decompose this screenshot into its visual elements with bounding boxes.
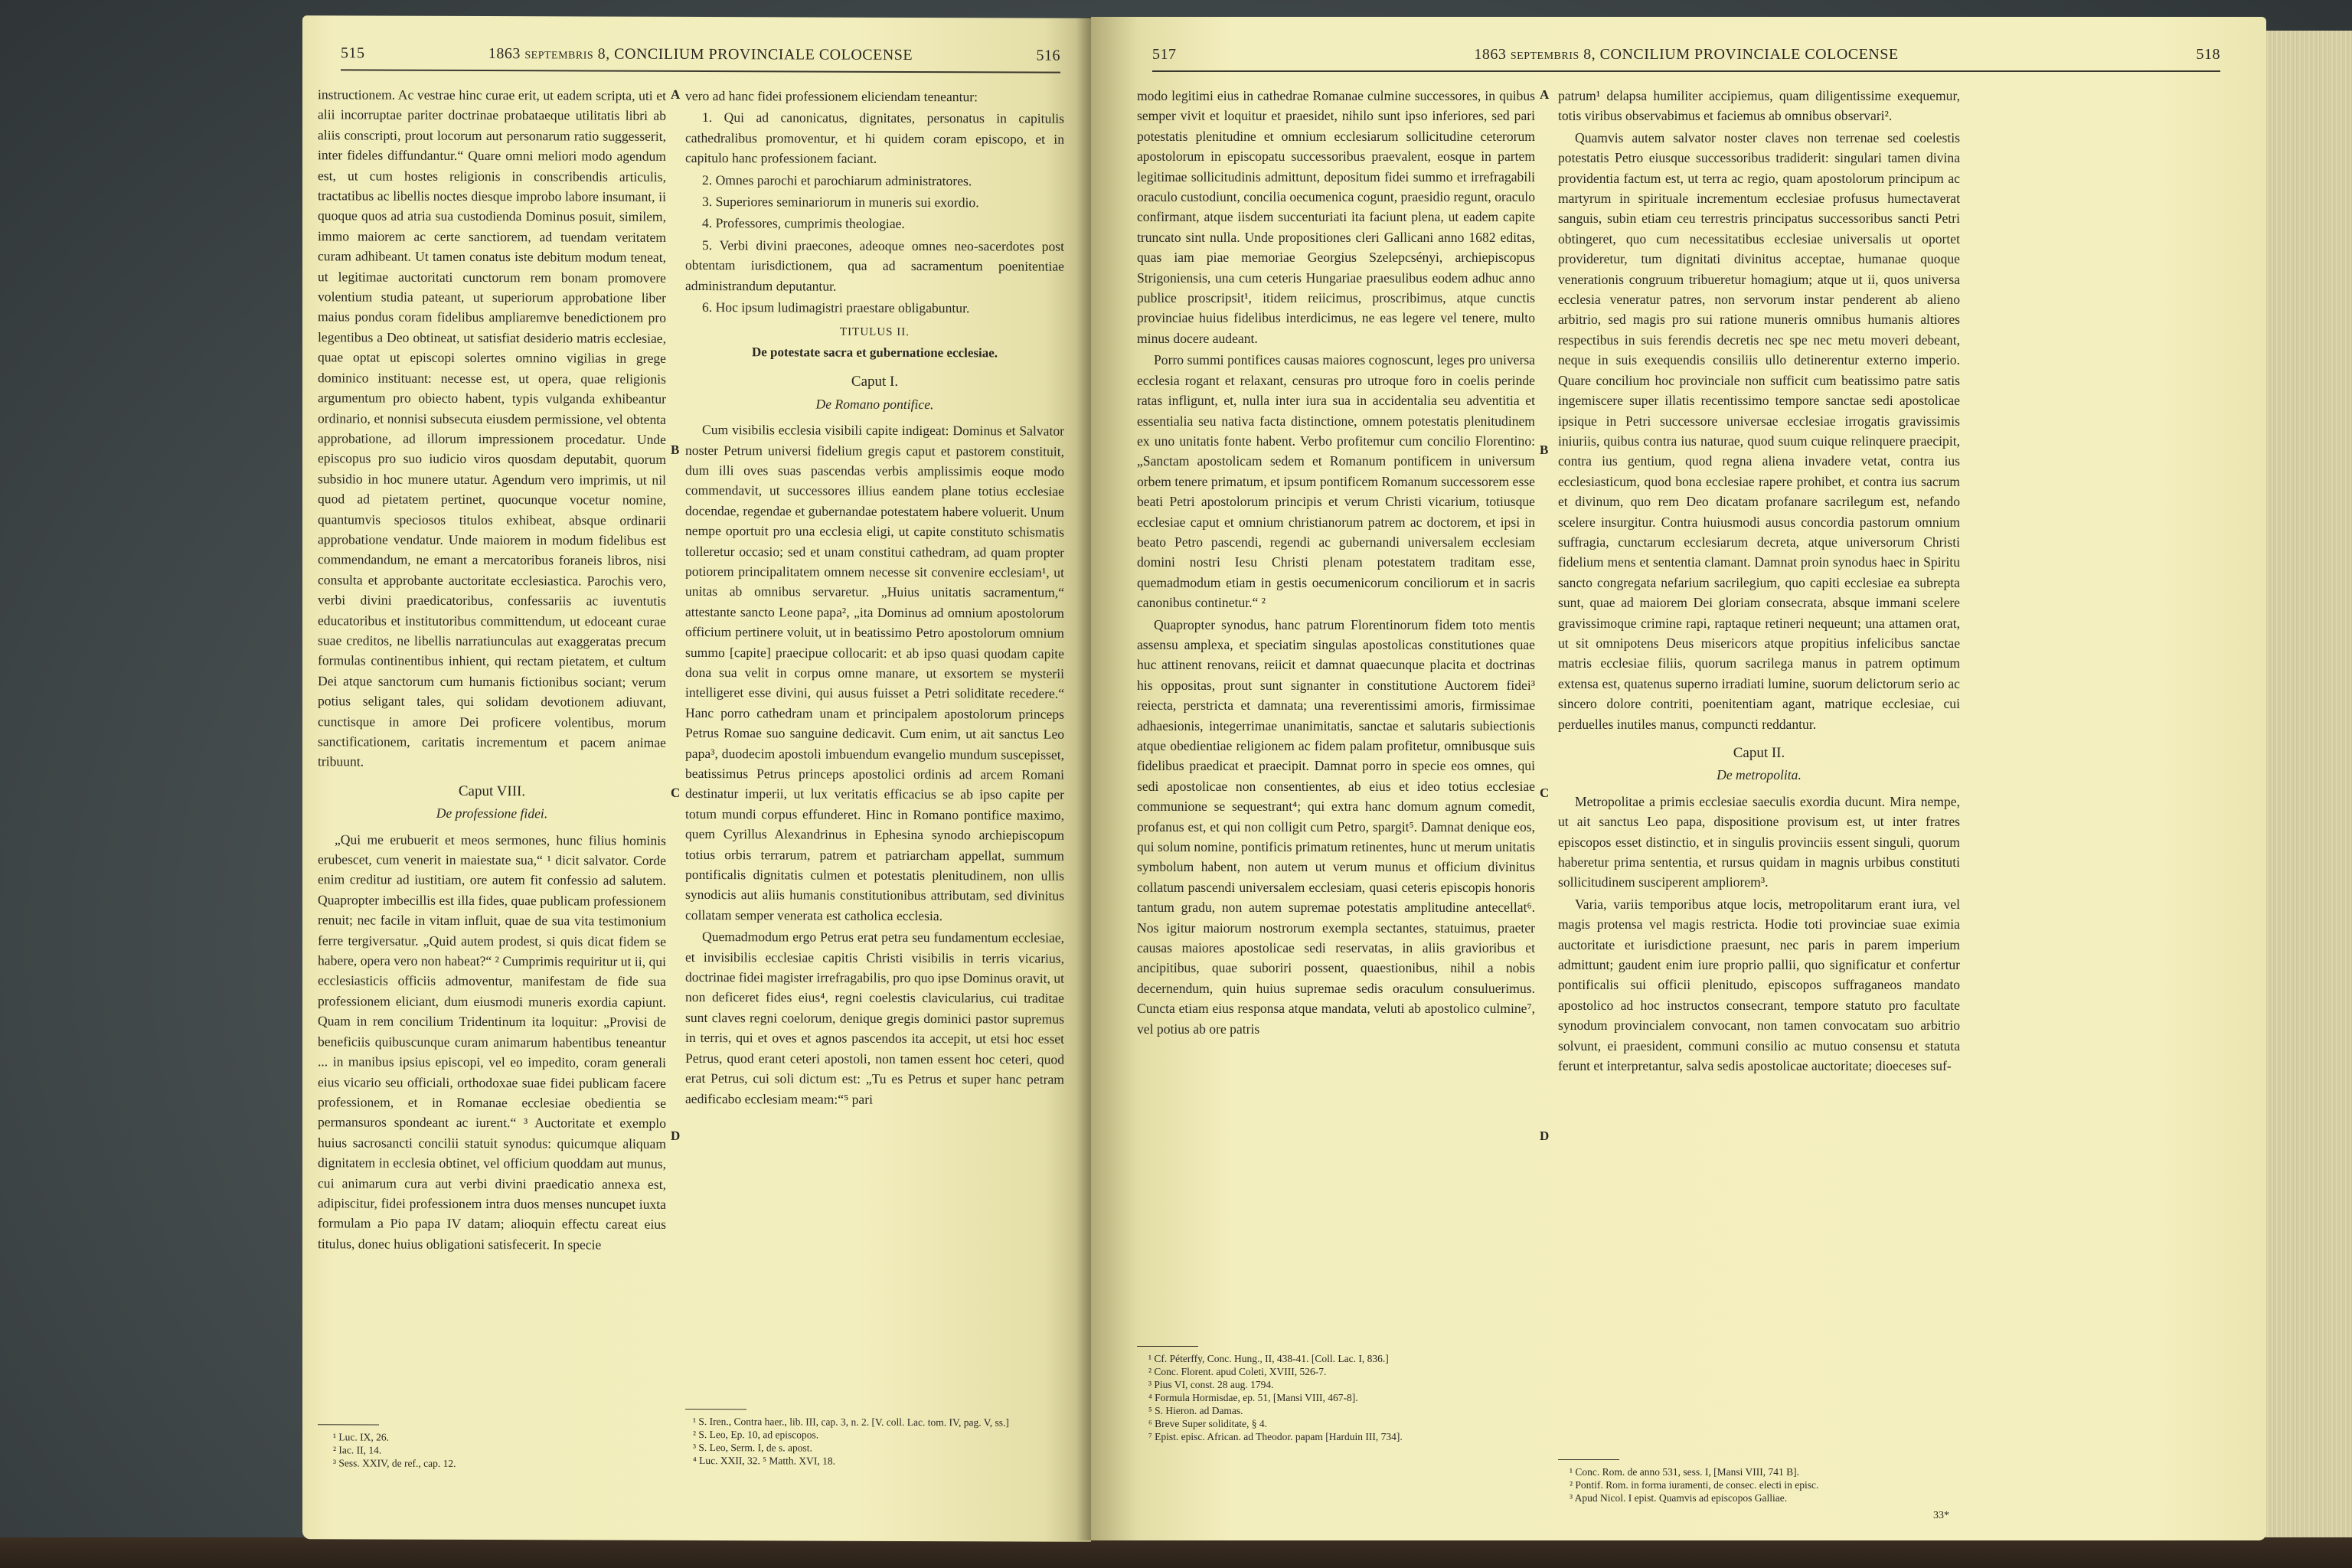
paragraph: Porro summi pontifices causas maiores cognoscunt, leges pro universa ecclesia rogant et relaxant, censuras pro utroque foro in coelis perinde ratas infligunt, et, nulla inter iura sua in accidentalia seu adventitia et essentialia seu nativa facta distinctione, omnem potestatis plenitudinem ex uno unitatis fonte habent. Verbo profitemur cum concilio Florentino: „Sanctam apostolicam sedem et Romanum pontificem in universum orbem tenere primatum, et ipsum pontificem Romanum successorem esse beati Petri apostolorum principis et verum Christi vicarium, totiusque ecclesiae caput et omnium christianorum patrem ac doctorem, et ipsi in beato Petro pascendi, regendi ac gubernandi universalem ecclesiam domini nostri Iesu Christi plenam potestatem traditam esse, quemadmodum etiam in gestis oecumenicorum conciliorum et in sacris canonibus continetur.“ ² [1137,352,1535,611]
page-number: 517 [1152,46,1177,63]
running-head: 1863 septembris 8, CONCILIUM PROVINCIALE COLOCENSE [1474,46,1899,63]
footnote: ² Conc. Florent. apud Coleti, XVIII, 526-7. [1148,1366,1327,1377]
footnotes [333,1430,662,1471]
footnote-rule [685,1409,746,1410]
paragraph: Quemadmodum ergo Petrus erat petra seu fundamentum ecclesiae, et invisibilis ecclesiae capitis Christi visibilis in terris vicarius, doctrinae fidei magister irrefragabilis, pro quo ipse Dominus oravit, ut non deficeret fides eius⁴, regni coelestis clavicularius, cui traditae sunt claves regni coelorum, denique gregis dominici pastor supremus in terris, qui et oves et agnos pascendos ita accepit, ut etsi hoc esset Petrus, quod erant ceteri apostoli, non tamen essent hoc ceteri, quod erat Petrus, cui soli dictum est: „Tu es Petrus et super hanc petram aedificabo ecclesiam meam:“⁵ pari [685,929,1064,1107]
right-page [1091,17,2266,1540]
chapter-heading: Caput I. [851,373,899,390]
page-block-edge [2258,31,2352,1547]
footnote-rule [1137,1346,1198,1347]
chapter-heading: Caput II. [1733,745,1785,761]
margin-letter: D [671,1128,681,1143]
paragraph: Cum visibilis ecclesia visibili capite indigeat: Dominus et Salvator noster Petrum universi fidelium gregis caput et pastorem constituit, dum illi oves suas pascendas verbis amplissimis eoque modo commendavit, ut successores illius eandem plane totius ecclesiae docendae, regendae et gubernandae potestatem habere voluerit. Unum nempe oportuit pro una ecclesia eligi, ut capite constituto schismatis tolleretur occasio; sed et unam constitui cathedram, ad quam propter potiorem principalitatem omnem necesse sit convenire ecclesiam¹, ut unitas ab omnibus servaretur. „Huius unitatis sacramentum,“ attestante sancto Leone papa², „ita Dominus ad omnium apostolorum officium pertinere voluit, ut in beatissimo Petro apostolorum omnium summo [capite] praecipue collocarit: et ab ipso quasi quodam capite dona sua velit in corpus omne manare, ut exsortem se mysterii intelligeret esse divini, qui ausus fuisset a Petri soliditate recedere.“ Hanc porro cathedram unam et principalem apostolorum princeps Petrus Romae suo sanguine dedicavit. Cum enim, ut ait sanctus Leo papa³, duodecim apostoli imbuendum evangelio mundum suscepisset, beatissimus Petrus princeps apostolici ordinis ad arcem Romani destinatur imperii, ut lux veritatis efficacius se ab ipso capite per totum mundi corpus effunderet. Hinc in Romano pontifice maximo, quem Cyrillus Alexandrinus in Ephesina synodo archiepiscopum totius orbis terrarum, patrem et patriarcham appellat, summum pontificalis dignitatis culmen et potestatis plenitudinem, non ullis synodicis aut aliis humanis constitutionibus attributam, sed divinitus collatam semper venerata est catholica ecclesia. [685,422,1064,923]
footnote: ³ Apud Nicol. I epist. Quamvis ad episcopos Galliae. [1570,1492,1788,1504]
paragraph: instructionem. Ac vestrae hinc curae erit, ut eadem scripta, uti et alii incorruptae pariter doctrinae probataeque utilitatis libri ab aliis conscripti, prout locorum aut personarum ratio suggesserit, inter fideles diffundantur.“ Quare omni meliori modo agendum est, ut cum hostes religionis in conscribendis articulis, tractatibus ac libellis noctes diesque improbo labore insumant, ii quoque quos ad atria sua custodienda Dominus posuit, similem, immo maiorem ac certe sanctiorem, ad tuendam veritatem curam adhibeant. Ut tamen conatus iste debitum modum teneat, ut legitimae auctoritati cunctorum rem bonam promovere volentium studia pateant, ut superiorum approbatione liber maius pondus coram fidelibus ampliaremve benedictionem pro legentibus a Deo obtineat, ut satisfiat desiderio matris ecclesiae, quae optat ut episcopi solertes omnino vigilias in grege dominico instituant: necesse est, ut opera, quae religionis argumentum pro obiecto habent, typis vulganda exhibeantur ordinario, et nonnisi subsecuta eiusdem permissione, vel obtenta approbatione, ad illorum impressionem procedatur. Unde episcopus pro suo iudicio viros quosdam deputabit, quorum subsidio in hoc munere utatur. Agendum vero imprimis, ut nil quod ad pietatem pertinet, quocunque vocetur nomine, quantumvis speciosos titulos exhibeat, absque ordinarii approbatione vendatur. Unde maiorem in modum fidelibus est commendandum, ne emant a mercatoribus foraneis libros, nisi consulta et approbante auctoritate ecclesiastica. Parochis vero, verbi divini praedicatoribus, confessariis ac iuventutis educatoribus et institutoribus committendum, ut edoceant curae suae creditos, ne libellis narratiunculas aut exaggeratas precum formulas continentibus inhient, qui rectam pietatem, et cultum Dei atque sanctorum cum humanis fictionibus sociant; verum potius seligant tales, qui solidam devotionem adiuvant, cunctisque in amore Dei proficere volentibus, morum sanctificationem, caritatis incrementum et pacem animae tribuunt. [318,87,666,769]
paragraph: 3. Superiores seminariorum in muneris sui exordio. [702,194,979,211]
paragraph: 2. Omnes parochi et parochiarum administratores. [702,172,972,188]
footnote: ³ Pius VI, const. 28 aug. 1794. [1148,1379,1274,1390]
paragraph: Varia, variis temporibus atque locis, metropolitarum erant iura, vel magis protensa vel magis restricta. Hodie toti provinciae suae eximia auctoritate et iurisdictione praesunt, nec paris in parem imperium admittunt; gaudent enim iure proprio pallii, quo significatur et confertur pontificalis sui officii plenitudo, episcopos suffraganeos mandato apostolico ad hoc instructos consecrant, tempore statuto pro facultate synodum provincialem convocant, non tamen convocatam suo arbitrio solvunt, ei praesident, communi consilio ac mutuo consensu et statuta ferunt et interpretantur, salva sedis apostolicae auctoritate; dioeceses suf- [1558,896,1960,1074]
right-page-column-2 [1558,86,1960,1078]
left-page [302,15,1091,1542]
page-number: 516 [1036,47,1060,64]
footnote: ² Iac. II, 14. [333,1444,382,1456]
margin-letter: B [671,442,680,457]
titulus-subheading: De potestate sacra et gubernatione ecclesiae. [751,345,998,361]
footnote: ³ S. Leo, Serm. I, de s. apost. [693,1441,812,1454]
footnote: ¹ Conc. Rom. de anno 531, sess. I, [Mansi VIII, 741 B]. [1570,1466,1800,1478]
paragraph: 6. Hoc ipsum ludimagistri praestare obligabuntur. [702,299,970,316]
footnote: ⁷ Epist. episc. African. ad Theodor. papam [Harduin III, 734]. [1148,1431,1403,1442]
paragraph: Quapropter synodus, hanc patrum Florentinorum fidem toto mentis assensu amplexa, et speciatim singulas apostolicas constitutiones quae huc attinent renovans, reiicit et damnat quaecunque placita et doctrinas his oppositas, prout sunt signanter in constitutione Auctorem fidei³ reiecta, perstricta et damnata; una reverentissimi amoris, firmissimae adhaesionis, integerrimae unanimitatis, sanctae et salutaris subiectionis atque obedientiae religionem ac fidem palam profitetur, omnibusque suis fidelibus praedicat et praecipit. Damnat porro in specie eos omnes, qui sedi apostolicae non consentientes, ab eius et ideo totius ecclesiae communione se sequestrant⁴; qui extra hanc domum agnum comedit, profanus est, et qui non colligit cum Petro, spargit⁵. Damnat denique eos, qui solum nomine, pontificis primatum retinentes, hunc ut merum unitatis symbolum habent, non autem ut verum munus et officium divinitus collatum pascendi universalem ecclesiam, quasi ceteris episcopis honoris tantum gradu, non autem supremae potestatis amplitudine antecellat⁶. Nos igitur maiorum nostrorum exempla sectantes, statuimus, praeter causas maiores apostolicae sedi reservatas, in aliis gravioribus et ancipitibus, quae suboriri possent, quaestionibus, nihil a nobis decernendum, quin huius supremae sedis oraculum consuluerimus. Cuncta etiam eius responsa atque mandata, veluti ab apostolico culmine⁷, vel potius ab ore patris [1137,616,1535,1037]
footnote-rule [318,1424,379,1425]
chapter-subheading: De metropolita. [1717,767,1802,783]
margin-letter: D [1540,1129,1550,1143]
page-number: 518 [2196,46,2220,63]
left-page-column-2 [685,86,1064,1112]
footnotes [1570,1465,1956,1504]
margin-letter: A [1540,87,1550,102]
margin-letter: C [1540,786,1550,800]
footnote: ⁴ Luc. XXII, 32. ⁵ Matth. XVI, 18. [693,1454,836,1467]
footnote: ¹ Cf. Péterffy, Conc. Hung., II, 438-41. [Coll. Lac. I, 836.] [1148,1353,1389,1364]
signature-mark: 33* [1933,1510,1949,1521]
paragraph: „Qui me erubuerit et meos sermones, hunc filius hominis erubescet, cum venerit in maiestate sua,“ ¹ dicit salvator. Corde enim creditur ad iustitiam, ore autem fit confessio ad salutem. Quapropter imbecillis est illa fides, quae publicam professionem renuit; nec facile in vitam influit, quae de sua vita testimonium ferre tergiversatur. „Quid autem prodest, si quis dicat fidem se habere, opera vero non habeat?“ ² Cumprimis requiritur ut ii, qui ecclesiasticis officiis admoventur, manifestam de fide sua professionem eliciant, dum eiusmodi muneris exordia capiunt. Quam in rem concilium Tridentinum ita loquitur: „Provisi de beneficiis quibuscunque curam animarum habentibus teneantur ... in manibus ipsius episcopi, vel eo impedito, coram generali eius vicario seu officiali, orthodoxae suae fidei publicam facere professionem, et in Romanae ecclesiae obedientia se permansuros spondeant ac iurent.“ ³ Auctoritate et exemplo huius sacrosancti concilii statuit synodus: quicumque aliquam dignitatem in ecclesia obtinet, vel officium quoddam aut munus, cui animarum cura aut verbi divini praedicatio annexa est, adipiscitur, fidei professionem intra duos menses nuncupet iuxta formulam a Pio papa IV datam; alioquin effectu careat eius titulus, donec huius obligationi satisfecerit. In specie [318,831,666,1253]
page-number: 515 [341,44,365,62]
footnote: ³ Sess. XXIV, de ref., cap. 12. [333,1457,456,1469]
footnote-rule [1558,1459,1619,1460]
left-page-header [341,44,1060,64]
footnotes [1148,1352,1531,1443]
paragraph: 4. Professores, cumprimis theologiae. [702,215,905,232]
footnote: ⁵ S. Hieron. ad Damas. [1148,1405,1243,1416]
paragraph: vero ad hanc fidei professionem eliciendam teneantur: [685,87,978,105]
paragraph: modo legitimi eius in cathedrae Romanae culmine successores, in quibus semper vivit et loquitur et praesidet, nihilo sunt ipso inferiores, sed pari potestatis plenitudine et omnium ecclesiarum sollicitudine ceterorum apostolorum in episcopatu successoribus praevalent, eosque in partem legitimae sollicitudinis admittunt, depositum fidei summo et irrefragabili oraculo custodiunt, concilia oecumenica cogunt, praesidio regunt, oraculo confirmant, atque iisdem succenturiati ita faciunt plena, ut eadem capite truncato sint nulla. Unde propositiones cleri Gallicani anno 1682 editas, quas iam piae memoriae Georgius Szelepcsényi, archiepiscopus Strigoniensis, una cum ceteris Hungariae praesulibus eodem adhuc anno publice proscripsit¹, itidem reiicimus, proscribimus, atque cunctis provinciae huius fidelibus interdicimus, ne eas legere vel tenere, multo minus docere audeant. [1137,88,1535,346]
footnote: ¹ S. Iren., Contra haer., lib. III, cap. 3, n. 2. [V. coll. Lac. tom. IV, pag. V, ss.] [693,1415,1009,1429]
footnote: ² Pontif. Rom. in forma iuramenti, de consec. electi in episc. [1570,1479,1819,1491]
paragraph: Metropolitae a primis ecclesiae saeculis exordia ducunt. Mira nempe, ut ait sanctus Leo papa, dispositione provisum est, ut inter fratres episcopos esset distinctio, et in singulis provinciis essent singuli, quorum haberetur prima sententia, et rursus quidam in magnis urbibus constituti sollicitudinem susciperent ampliorem³. [1558,793,1960,890]
margin-letter: A [671,87,681,102]
footnotes [693,1415,1060,1468]
paragraph: 5. Verbi divini praecones, adeoque omnes neo-sacerdotes post obtentam iurisdictionem, qua ad sacramentum poenitentiae administrandum deputantur. [685,237,1064,294]
running-head: 1863 septembris 8, CONCILIUM PROVINCIALE COLOCENSE [488,45,913,64]
header-rule [341,69,1060,73]
chapter-heading: Caput VIII. [458,782,526,800]
paragraph: Quamvis autem salvator noster claves non terrenae sed coelestis potestatis Petro eiusque successoribus tradiderit: singulari tamen divina providentia factum est, ut terra ac regio, quam apostolorum principum ac martyrum in spirituale incrementum ecclesiae profusus humectaverat sanguis, subin etiam ceu terrestris principatus successoribus sancti Petri obtingeret, quo cum necessitatibus ecclesiae universalis ut oportet provideretur, tum dignitati divinitus acceptae, humanae quoque venerationis congruum tribueretur homagium; atque ut ii, quos universa ecclesia veneratur patres, non servorum instar penderent ab alieno arbitrio, sed magis pro sui ratione muneris omnibus humanis altiores respectibus in suis ferendis decretis nec spe nec metu moveri debeant, neque in suis exequendis consiliis ullo detinerentur externo imperio. Quare concilium hoc provinciale non sufficit cum beatissimo patre satis ingemiscere super illatis recentissimo tempore sanctae sedi apostolicae ipsique in Petri successore universae ecclesiae irrogatis gravissimis iniuriis, quibus contra ius naturae, quod suum cuique relinquere praecipit, contra ius gentium, quod regna aliena invadere vetat, contra ius ecclesiasticum, quod bona ecclesiae rapere prohibet, et contra ius sacrum et divinum, quo rem Deo dicatam profanare sacrilegum est, nefando scelere insurgitur. Contra huiusmodi ausus concordia pastorum omnium suffragia, cunctarum ecclesiarum decreta, atque universorum Christi fidelium mens et sententia clamant. Damnat proin synodus haec in Spiritu sancto congregata nefarium sacrilegium, quo capiti ecclesiae ea subrepta sunt, quae ad maiorem Dei gloriam consecrata, absque immani scelere gravissimoque crimine rapi, raptaque retineri nequeunt; una attamen orat, ut sit omnipotens Deus misericors atque propitius infelicibus sanctae matris ecclesiae filiis, quorum sacrilega manus in patrem optimum extensa est, quatenus superno irradiati lumine, suorum delictorum serio ac sincero dolore contriti, poenitentiam agant, matrique ecclesiae, cui perduelles inutiles manus, compuncti reddantur. [1558,129,1960,732]
chapter-subheading: De professione fidei. [436,805,548,822]
footnote: ¹ Luc. IX, 26. [333,1431,390,1443]
footnote: ² S. Leo, Ep. 10, ad episcopos. [693,1428,819,1441]
footnote: ⁶ Breve Super soliditate, § 4. [1148,1418,1268,1429]
paragraph: patrum¹ delapsa humiliter accipiemus, quam diligentissime exequemur, totis viribus observabimus et faciemus ab omnibus observari². [1558,88,1960,124]
paragraph: 1. Qui ad canonicatus, dignitates, personatus in capitulis cathedralibus promoventur, et hi quidem coram episcopo, et in capitulo hanc professionem faciant. [685,109,1064,167]
margin-letter: C [671,785,681,800]
chapter-subheading: De Romano pontifice. [815,396,934,412]
left-page-column-1 [318,84,666,1256]
right-page-column-1 [1137,86,1535,1040]
margin-letter: B [1540,443,1549,457]
header-rule [1152,70,2220,72]
footnote: ⁴ Formula Hormisdae, ep. 51, [Mansi VIII, 467-8]. [1148,1392,1358,1403]
book-cover-edge [0,1537,2352,1568]
titulus-heading: TITULUS II. [840,326,910,339]
